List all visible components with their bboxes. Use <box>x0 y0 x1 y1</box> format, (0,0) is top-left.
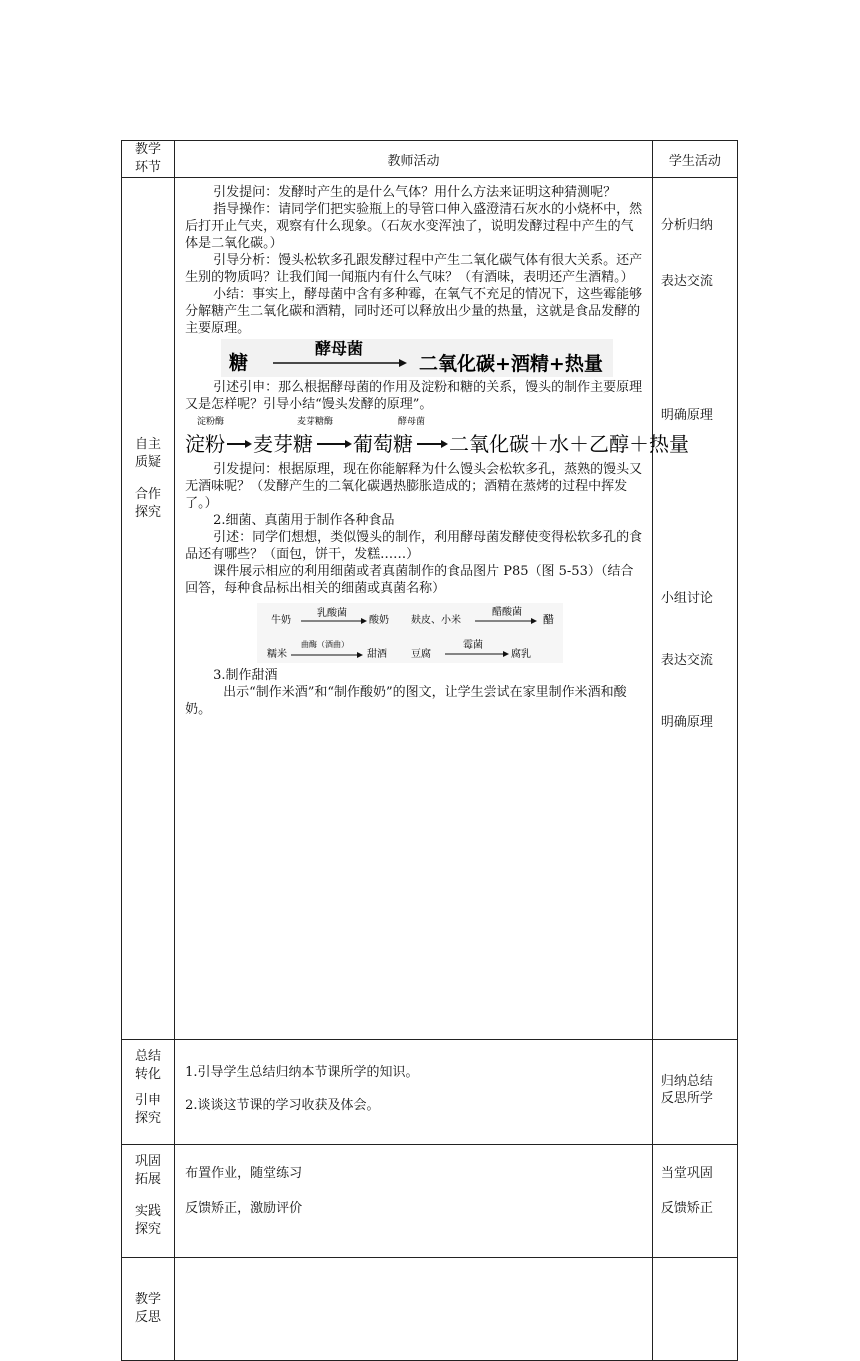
food-product: 甜酒 <box>367 649 388 660</box>
reflection-section-row <box>122 1258 738 1361</box>
summary-item: 1.引导学生总结归纳本节课所学的知识。 <box>185 1065 419 1080</box>
header-teacher: 教师活动 <box>175 141 653 178</box>
paragraph: 小结：事实上，酵母菌中含有多种霉，在氧气不充足的情况下，这些霉能够分解糖产生二氧化碳和酒精，同时还可以释放出少量的热量，这就是食品发酵的主要原理。 <box>185 287 643 336</box>
header-stage <box>122 141 175 178</box>
extend-teacher-activity <box>175 1145 653 1258</box>
food-source: 豆腐 <box>411 649 432 660</box>
student-activity: 明确原理 <box>660 715 713 730</box>
stage-line: 引申 <box>135 1093 162 1108</box>
summary-section-row <box>122 1040 738 1145</box>
reflection-stage <box>122 1258 175 1361</box>
equation-term: 葡萄糖 <box>353 432 414 456</box>
stage-line: 探究 <box>135 1111 162 1126</box>
microbe-label: 曲酶（酒曲） <box>301 640 350 649</box>
microbe-label: 醋酸菌 <box>492 607 523 618</box>
stage-line: 巩固 <box>135 1154 162 1169</box>
student-activity: 表达交流 <box>660 653 713 668</box>
stage-spacer <box>122 472 174 486</box>
summary-student-activity <box>652 1040 737 1145</box>
student-activity: 小组讨论 <box>660 591 713 606</box>
extend-item: 反馈矫正，激励评价 <box>185 1201 303 1216</box>
stage-line: 反思 <box>135 1310 162 1325</box>
extend-student-activity <box>652 1145 737 1258</box>
food-source: 牛奶 <box>271 615 292 626</box>
stage-spacer <box>122 1189 174 1203</box>
lesson-plan-table <box>121 140 738 1361</box>
equation-svg <box>221 339 613 377</box>
stage-line: 拓展 <box>135 1172 162 1187</box>
paragraph: 2.细菌、真菌用于制作各种食品 <box>213 513 395 528</box>
food-product: 醋 <box>543 613 555 626</box>
stage-line: 探究 <box>135 1222 162 1237</box>
stage-line: 合作 <box>135 487 162 502</box>
equation-right: 二氧化碳+酒精+热量 <box>419 353 603 375</box>
paragraph: 引述：同学们想想，类似馒头的制作，利用酵母菌发酵使变得松软多孔的食品还有哪些？（面包，饼干，发糕……） <box>185 530 643 562</box>
paragraph: 引导分析：馒头松软多孔跟发酵过程中产生二氧化碳气体有很大关系。还产生别的物质吗？让我们闻一闻瓶内有什么气味？（有酒味，表明还产生酒精。） <box>185 253 643 285</box>
paragraph: 出示“制作米酒”和“制作酸奶”的图文，让学生尝试在家里制作米酒和酸奶。 <box>185 685 627 717</box>
equation-arrow-label: 酵母菌 <box>315 339 364 358</box>
stage-line: 质疑 <box>135 455 162 470</box>
stage-line: 实践 <box>135 1204 162 1219</box>
paragraph: 课件展示相应的利用细菌或者真菌制作的食品图片 P85（图 5-53）（结合回答，每种食品标出相关的细菌或真菌名称） <box>185 564 634 596</box>
summary-teacher-activity <box>175 1040 653 1145</box>
enzyme-label: 麦芽糖酶 <box>297 417 334 427</box>
food-microbe-diagram <box>185 601 635 665</box>
enzyme-label: 酵母菌 <box>398 417 426 427</box>
arrow-head <box>441 440 448 448</box>
microbe-label: 乳酸菌 <box>317 608 348 619</box>
header-stage-line: 环节 <box>135 160 162 175</box>
bread-fermentation-equation <box>185 415 690 461</box>
stage-line: 探究 <box>135 505 162 520</box>
microbe-label: 霉菌 <box>463 640 484 651</box>
enzyme-label: 淀粉酶 <box>197 417 225 427</box>
main-stage <box>122 178 175 1040</box>
food-product: 酸奶 <box>369 615 390 626</box>
reflection-teacher-cell <box>175 1258 653 1361</box>
student-activity: 表达交流 <box>660 274 713 289</box>
header-row <box>122 141 738 178</box>
student-activity: 明确原理 <box>660 408 713 423</box>
student-activity: 反思所学 <box>660 1091 713 1106</box>
student-activity: 当堂巩固 <box>660 1166 713 1181</box>
student-activity: 归纳总结 <box>660 1074 713 1089</box>
stage-line: 转化 <box>135 1067 162 1082</box>
student-activity: 分析归纳 <box>660 218 713 233</box>
stage-spacer <box>122 1084 174 1092</box>
fermentation-equation <box>221 339 613 377</box>
stage-line: 教学 <box>135 1292 162 1307</box>
equation-arrow-head <box>399 359 407 367</box>
stage-line: 自主 <box>135 437 162 452</box>
arrow-head <box>245 440 252 448</box>
main-student-activity <box>652 178 737 1040</box>
food-source: 糯米 <box>267 649 288 660</box>
extend-section-row <box>122 1145 738 1258</box>
reflection-student-cell <box>652 1258 737 1361</box>
food-source: 麸皮、小米 <box>411 615 462 626</box>
paragraph: 指导操作：请同学们把实验瓶上的导管口伸入盛澄清石灰水的小烧杯中，然后打开止气夹，观察有什么现象。（石灰水变浑浊了，说明发酵过程中产生的气体是二氧化碳。） <box>185 202 643 251</box>
main-section-row <box>122 178 738 1040</box>
equation-term: 淀粉 <box>185 432 226 456</box>
equation-left: 糖 <box>229 352 249 374</box>
paragraph: 引发提问：发酵时产生的是什么气体？用什么方法来证明这种猜测呢？ <box>213 185 617 200</box>
extend-stage <box>122 1145 175 1258</box>
summary-item: 2.谈谈这节课的学习收获及体会。 <box>185 1098 380 1113</box>
stage-line: 总结 <box>135 1049 162 1064</box>
header-stage-line: 教学 <box>135 142 162 157</box>
extend-item: 布置作业，随堂练习 <box>185 1166 303 1181</box>
paragraph: 3.制作甜酒 <box>213 668 278 683</box>
equation-term: 二氧化碳＋水＋乙醇＋热量 <box>449 432 690 456</box>
paragraph: 引述引申：那么根据酵母菌的作用及淀粉和糖的关系，馒头的制作主要原理又是怎样呢？引导小结“馒头发酵的原理”。 <box>185 380 643 412</box>
arrow-head <box>345 440 352 448</box>
student-activity: 反馈矫正 <box>660 1201 713 1216</box>
paragraph: 引发提问：根据原理，现在你能解释为什么馒头会松软多孔，蒸熟的馒头又无酒味呢？（发酵产生的二氧化碳遇热膨胀造成的；酒精在蒸烤的过程中挥发了。） <box>185 462 643 511</box>
equation-term: 麦芽糖 <box>253 432 314 456</box>
food-product: 腐乳 <box>511 649 532 660</box>
header-student: 学生活动 <box>652 141 737 178</box>
summary-stage <box>122 1040 175 1145</box>
